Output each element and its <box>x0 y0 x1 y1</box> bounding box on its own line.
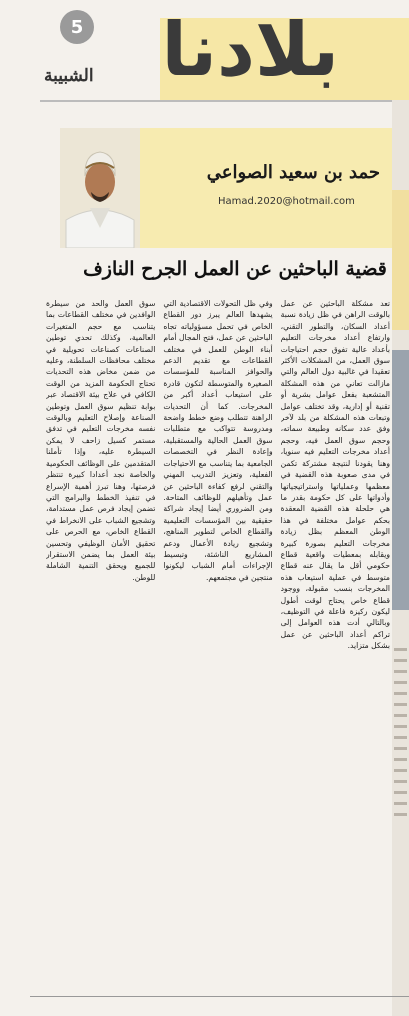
article-column-2: وفي ظل التحولات الاقتصادية التي يشهدها العالم يبرز دور القطاع الخاص في تحمل مسؤولياته تجاه الباحثين عن عمل، فتح المجال أمام أبناء الوطن للعمل في مختلف القطاعات مع تقديم الدعم والحوافز المناسبة للمؤسسات الصغيرة والمتوسطة لتكون قادرة على استيعاب أعداد أكبر من المخرجات. كما أن التحديات الراهنة تتطلب وضع خطط واضحة ومدروسة تتواكب مع متطلبات سوق العمل الحالية والمستقبلية، وإعادة النظر في التخصصات الجامعية بما يتناسب مع الاحتياجات الفعلية، وتعزيز التدريب المهني والتقني لرفع كفاءة الباحثين عن عمل وتأهيلهم للوظائف المتاحة. ومن الضروري أيضا إيجاد شراكة حقيقية بين المؤسسات التعليمية والقطاع الخاص لتطوير المناهج، وتشجيع ريادة الأعمال ودعم المشاريع الناشئة، وتبسيط الإجراءات أمام الشباب ليكونوا منتجين في مجتمعهم. <box>163 299 273 582</box>
portrait-icon <box>60 128 140 248</box>
author-portrait <box>60 128 140 248</box>
section-title: بلادنا <box>161 7 339 93</box>
article-title: قضية الباحثين عن العمل الجرح النازف <box>83 258 387 280</box>
footer-divider <box>30 996 409 997</box>
adjacent-page-strip <box>392 100 409 1016</box>
article-column-3: سوق العمل والحد من سيطرة الوافدين في مختلف القطاعات بما يتناسب مع حجم المتغيرات العالمية، وكذلك تحدي توطين الصناعات كصناعات تحويلية في مختلف محافظات السلطنة، وعليه من ضمن مخاض هذه التحديات تحتاج الحكومة المزيد من الوقت الكافي في علاج بيئة الاقتصاد عبر بوابة تنظيم سوق العمل وتوطين الصناعة وإصلاح التعليم وبالوقت نفسه مخرجات التعليم في تدفق مستمر كسيل زاحف لا يمكن السيطرة عليه، وإذا تأملنا المتقدمين على الوظائف الحكومية والخاصة نجد أعدادا كبيرة تنتظر فرصتها، وهنا تبرز أهمية الإسراع في تنفيذ الخطط والبرامج التي تضمن إيجاد فرص عمل مستدامة، وتشجيع الشباب على الانخراط في القطاع الخاص، مع الحرص على تحقيق الأمان الوظيفي وتحسين بيئة العمل بما يضمن الاستقرار للجميع ويحقق التنمية الشاملة للوطن. <box>46 299 156 582</box>
page-number-badge: 5 <box>60 10 94 44</box>
article-body <box>46 298 390 988</box>
adjacent-photo <box>392 350 409 610</box>
author-name: حمد بن سعيد الصواعي <box>206 162 380 183</box>
opinion-article <box>40 110 392 990</box>
article-column-1: تعد مشكلة الباحثين عن عمل بالوقت الراهن في ظل زيادة نسبة أعداد السكان، والتطور التقني، وارتفاع أعداد مخرجات التعليم بأعداد عالية تفوق حجم احتياجات سوق العمل، من المشكلات الأكثر تعقيدا في غالبية دول العالم والتي مازالت تعاني من هذه المشكلة المتشعبة بفعل عوامل بشرية أو تقنية أو إدارية، وقد تختلف عوامل وتبعات هذه المشكلة من بلد لآخر وفق عدد سكانه وطبيعة سماته، وحجم سوق العمل فيه، وحجم أعداد مخرجات التعليم فيه سنويا، وهنا يقودنا لنتيجة مشتركة تكمن في مدى صعوبة هذه القضية في معظمها وعملياتها واستراتيجياتها وأدواتها على كل حكومة بقدر ما هي حلحلة هذه القضية المعقدة بحكم عوامل مختلفة في هذا الوطن المعظم بظل زيادة مخرجات التعليم بصورة كبيرة ويقابله بمعطيات واقعية قطاع حكومي أقل ما يقال عنه قطاع متوسط في عملية استيعاب هذه المخرجات بنسب مقبولة، ووجود قطاع خاص يحتاج لوقت أطول ليكون ركيزة فاعلة في التوظيف، وبالتالي أدت هذه العوامل إلى تراكم أعداد الباحثين عن عمل بشكل متزايد. <box>280 299 390 651</box>
adjacent-accent <box>392 190 409 330</box>
adjacent-text-lines <box>392 640 409 824</box>
newspaper-logo: الشبيبة <box>44 66 94 86</box>
author-email[interactable]: Hamad.2020@hotmail.com <box>218 196 355 207</box>
header-divider <box>40 100 409 102</box>
